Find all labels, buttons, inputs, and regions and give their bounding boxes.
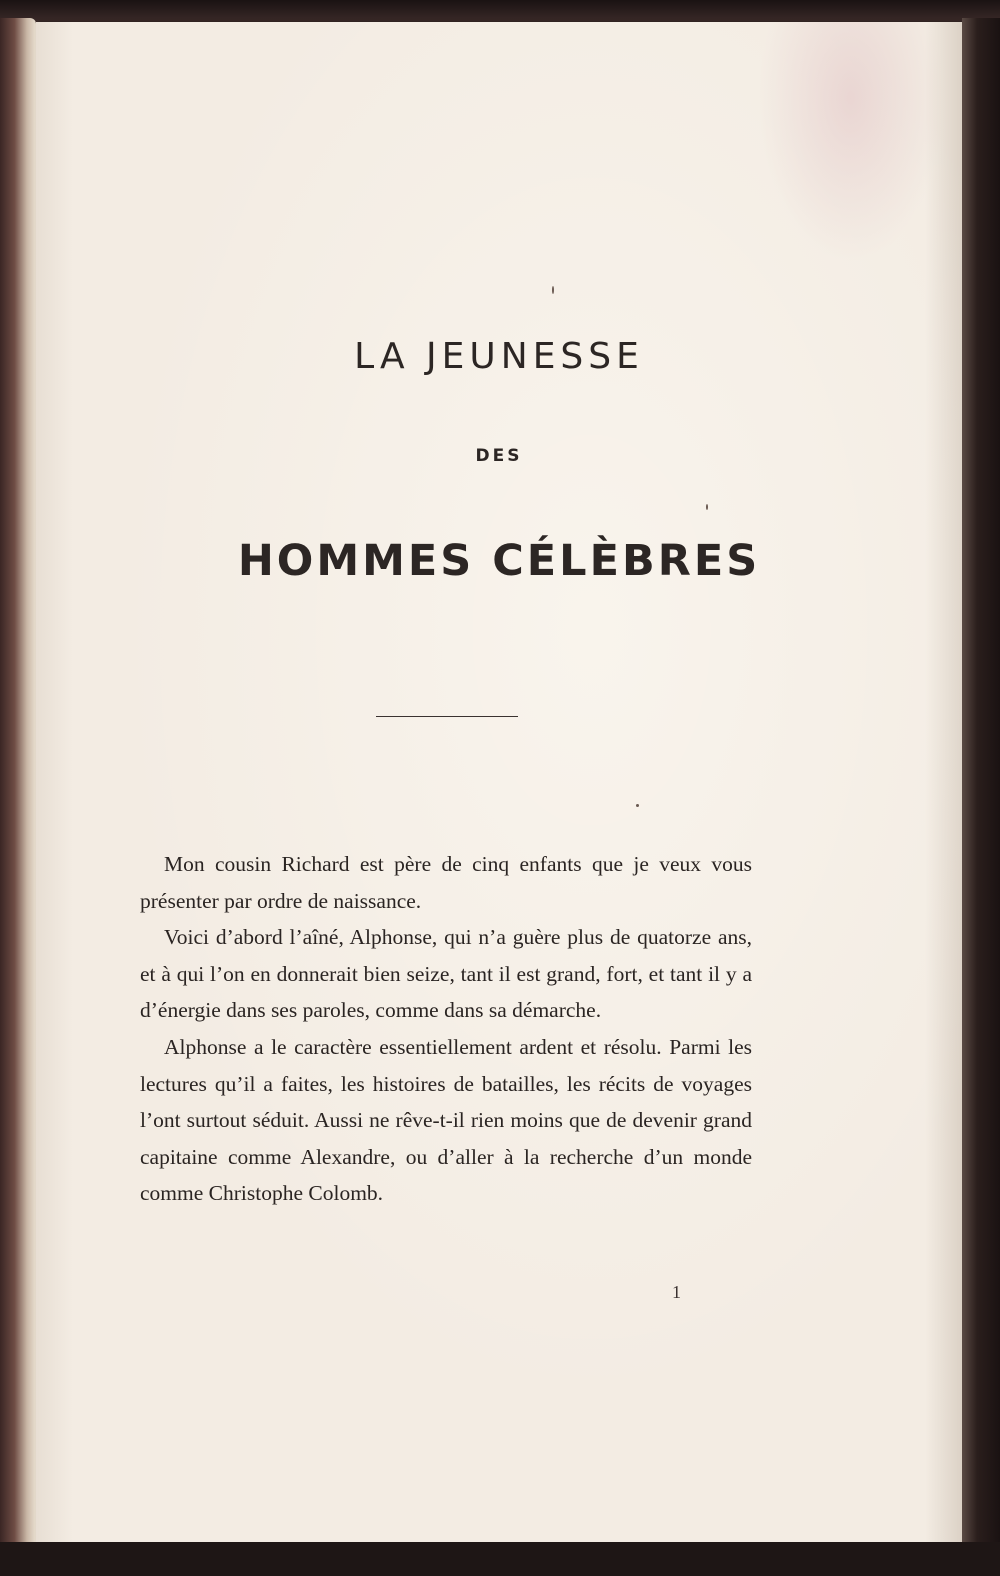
- paragraph: Voici d’abord l’aîné, Alphonse, qui n’a guère plus de quatorze ans, et à qui l’on en donnerait bien seize, tant il est grand, fort, et tant il y a d’énergie dans ses paroles, comme dans sa démarche.: [140, 925, 752, 1023]
- page-number: 1: [672, 1282, 681, 1302]
- title-line-la-jeunesse: LA JEUNESSE: [354, 336, 644, 377]
- paragraph: Alphonse a le caractère essentiellement ardent et résolu. Parmi les lectures qu’il a faites, les histoires de batailles, les récits de voyages l’ont surtout séduit. Aussi ne rêve-t-il rien moins que de devenir grand capitaine comme Alexandre, ou d’aller à la recherche d’un monde comme Christophe Colomb.: [140, 1034, 752, 1206]
- paper-speck: [552, 286, 554, 294]
- title-line-des: DES: [475, 446, 523, 466]
- paper-speck: [636, 804, 639, 807]
- scan-bottom-edge: [0, 1542, 1000, 1576]
- paragraph: Mon cousin Richard est père de cinq enfants que je veux vous présenter par ordre de naissance.: [140, 852, 752, 913]
- book-binding-edge: [0, 18, 36, 1548]
- title-line-hommes-celebres: HOMMES CÉLÈBRES: [237, 536, 761, 586]
- body-text: [140, 846, 752, 1212]
- scan-top-edge: [0, 0, 1000, 22]
- title-divider-rule: [376, 716, 518, 717]
- paper-speck: [706, 504, 708, 510]
- book-page: [36, 22, 962, 1542]
- scan-right-edge: [962, 18, 1000, 1558]
